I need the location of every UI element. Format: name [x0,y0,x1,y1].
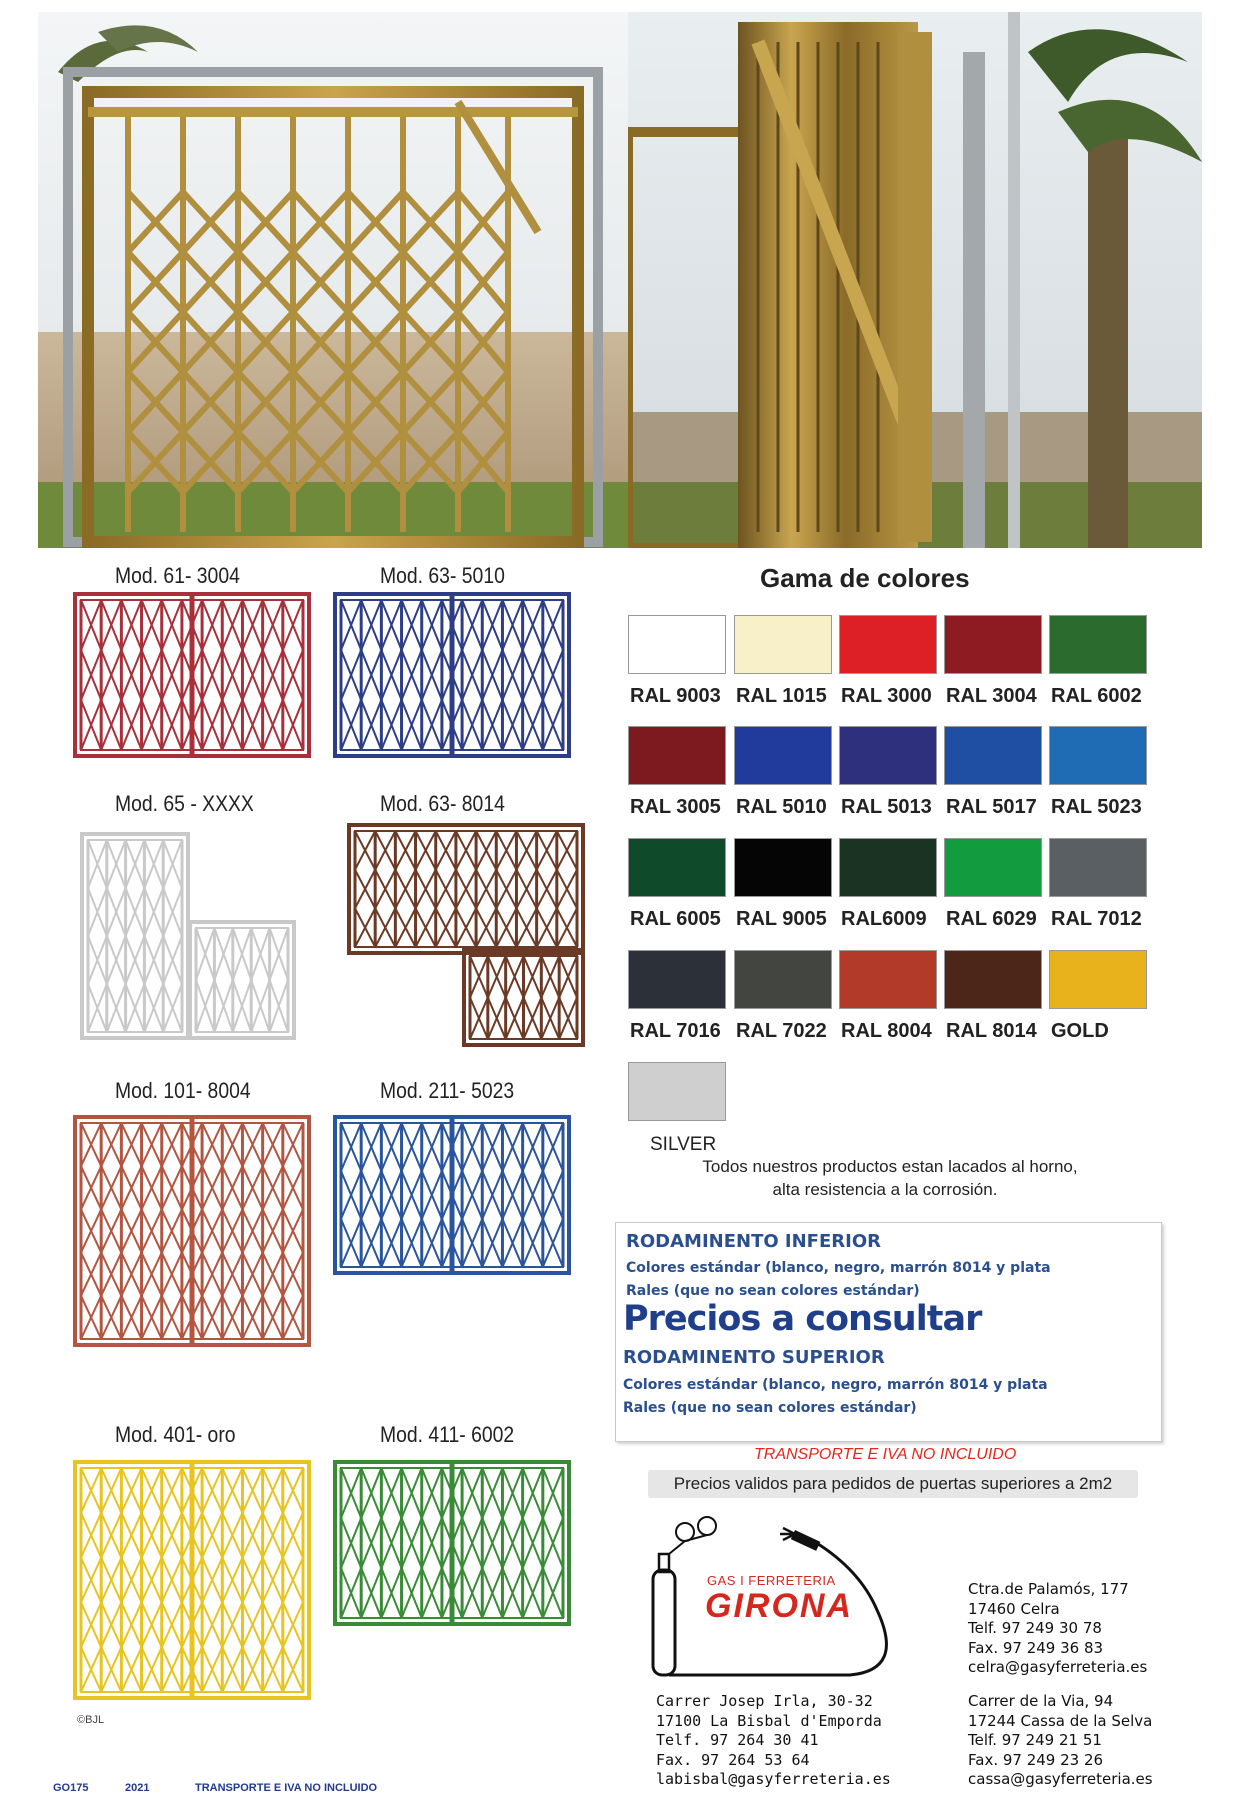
swatch-ral-5023 [1049,726,1147,785]
swatch-label: RAL 7022 [736,1020,827,1042]
swatch-ral-6005 [628,838,726,897]
cassa-street: Carrer de la Via, 94 [968,1692,1114,1710]
logo-top-text: GAS I FERRETERIA [707,1573,836,1588]
swatch-ral-5017 [944,726,1042,785]
cassa-fax: Fax. 97 249 23 26 [968,1750,1104,1769]
swatch-ral-3000 [839,615,937,674]
swatch-label: RAL 3005 [630,796,721,818]
gate-drawing-411 [333,1460,571,1626]
celra-street: Ctra.de Palamós, 177 [968,1580,1129,1598]
model-label-101: Mod. 101- 8004 [115,1078,251,1103]
labisbal-phone: Telf. 97 264 30 41 [656,1731,819,1749]
swatch-label: RAL6009 [841,908,927,930]
swatch-label: RAL 9005 [736,908,827,930]
gate-drawing-61 [73,592,311,758]
inferior-title: RODAMINENTO INFERIOR [626,1231,881,1252]
swatch-ral-7012 [1049,838,1147,897]
transport-note: TRANSPORTE E IVA NO INCLUIDO [754,1446,1017,1463]
gate-drawing-63-8014 [347,823,585,1047]
swatch-gold [1049,950,1147,1009]
swatch-label: RAL 7016 [630,1020,721,1042]
cassa-phone: Telf. 97 249 21 51 [968,1731,1102,1749]
swatch-label: RAL 8014 [946,1020,1037,1042]
swatch-ral-6002 [1049,615,1147,674]
swatch-ral-3005 [628,726,726,785]
swatch-ral-7016 [628,950,726,1009]
swatch-ral-9003 [628,615,726,674]
gate-drawing-211 [333,1115,571,1275]
model-label-411: Mod. 411- 6002 [380,1422,515,1447]
store-labisbal [656,1692,891,1790]
store-celra [968,1580,1147,1678]
swatch-label: SILVER [650,1134,717,1155]
swatch-label: RAL 5017 [946,796,1037,818]
swatch-label: RAL 6002 [1051,685,1142,707]
model-label-61: Mod. 61- 3004 [115,563,240,588]
gate-photo-side [628,12,1202,548]
model-label-65: Mod. 65 - XXXX [115,791,254,816]
swatch-label: RAL 7012 [1051,908,1142,930]
model-label-63-8014: Mod. 63- 8014 [380,791,505,816]
superior-line-1: Colores estándar (blanco, negro, marrón 8014 y plata [623,1377,1048,1393]
copyright: ©BJL [77,1714,105,1726]
gate-photo-front [38,12,628,548]
swatch-label: RAL 8004 [841,1020,932,1042]
labisbal-street: Carrer Josep Irla, 30-32 [656,1692,873,1710]
labisbal-fax: Fax. 97 264 53 64 [656,1750,810,1769]
gate-drawing-101 [73,1115,311,1347]
swatch-label: RAL 5023 [1051,796,1142,818]
swatch-label: RAL 6005 [630,908,721,930]
swatch-label: RAL 3004 [946,685,1037,707]
gate-drawing-401 [73,1460,311,1700]
labisbal-email[interactable]: labisbal@gasyferreteria.es [656,1770,891,1788]
swatch-label: GOLD [1051,1020,1109,1042]
swatch-ral-3004 [944,615,1042,674]
lacquer-note-2: alta resistencia a la corrosión. [772,1180,998,1199]
labisbal-city: 17100 La Bisbal d'Emporda [656,1711,882,1730]
bearing-info-box [615,1222,1162,1442]
celra-fax: Fax. 97 249 36 83 [968,1638,1104,1657]
swatch-label: RAL 3000 [841,685,932,707]
superior-title: RODAMINENTO SUPERIOR [623,1347,885,1368]
footer-code: GO175 [53,1782,89,1794]
superior-line-2: Rales (que no sean colores estándar) [623,1400,917,1416]
swatch-ral6009 [839,838,937,897]
swatch-ral-1015 [734,615,832,674]
swatch-label: RAL 5010 [736,796,827,818]
inferior-line-2: Rales (que no sean colores estándar) [626,1283,920,1299]
model-label-211: Mod. 211- 5023 [380,1078,515,1103]
validity-note: Precios validos para pedidos de puertas superiores a 2m2 [648,1470,1138,1498]
swatch-ral-5010 [734,726,832,785]
swatch-ral-7022 [734,950,832,1009]
cassa-city: 17244 Cassa de la Selva [968,1711,1153,1730]
footer-text: TRANSPORTE E IVA NO INCLUIDO [195,1782,378,1794]
celra-city: 17460 Celra [968,1599,1060,1618]
swatch-silver [628,1062,726,1121]
gate-drawing-63-5010 [333,592,571,758]
logo-main-text: GIRONA [705,1587,853,1625]
lacquer-note-1: Todos nuestros productos estan lacados al horno, [702,1157,1078,1176]
swatch-ral-9005 [734,838,832,897]
company-logo [645,1510,910,1680]
swatch-ral-8004 [839,950,937,1009]
footer-year: 2021 [125,1782,150,1794]
model-label-401: Mod. 401- oro [115,1422,236,1447]
swatch-ral-8014 [944,950,1042,1009]
swatch-label: RAL 5013 [841,796,932,818]
inferior-line-1: Colores estándar (blanco, negro, marrón 8014 y plata [626,1260,1051,1276]
prices-headline: Precios a consultar [623,1299,982,1339]
store-cassa [968,1692,1153,1790]
palette-title: Gama de colores [760,563,970,593]
cassa-email[interactable]: cassa@gasyferreteria.es [968,1770,1153,1788]
celra-phone: Telf. 97 249 30 78 [968,1619,1102,1637]
swatch-label: RAL 6029 [946,908,1037,930]
swatch-ral-5013 [839,726,937,785]
model-label-63-5010: Mod. 63- 5010 [380,563,505,588]
swatch-label: RAL 1015 [736,685,827,707]
swatch-ral-6029 [944,838,1042,897]
gate-drawing-65 [80,832,296,1040]
swatch-label: RAL 9003 [630,685,721,707]
celra-email[interactable]: celra@gasyferreteria.es [968,1658,1148,1676]
